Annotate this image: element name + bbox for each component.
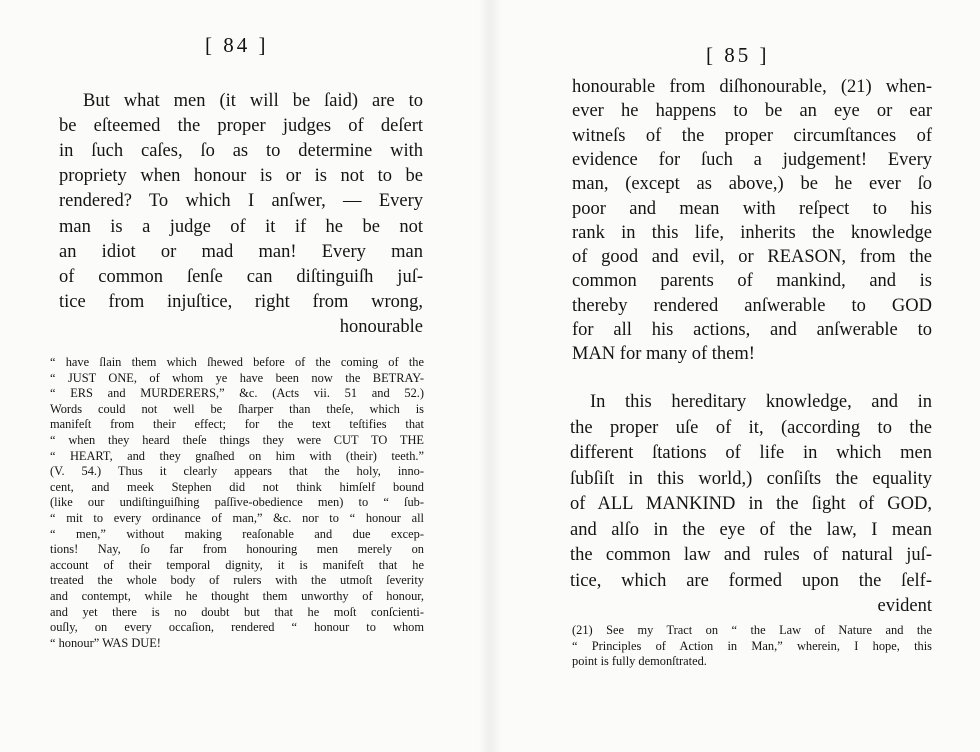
footnote-line: treated the whole body of rulers with the utmoſt ſeverity xyxy=(50,573,424,588)
body-text-line: of ALL MANKIND in the ſight of GOD, xyxy=(570,494,932,514)
body-text-line: thereby rendered anſwerable to GOD xyxy=(572,295,932,316)
footnote-line: account of their temporal dignity, it is manifeſt that he xyxy=(50,557,424,572)
footnote-line: “ ERS and MURDERERS,” &c. (Acts vii. 51 and 52.) xyxy=(50,386,424,401)
footnote-line: point is fully demonſtrated. xyxy=(572,654,707,668)
body-text-line: the common law and rules of natural juſ- xyxy=(570,545,932,565)
footnote-line: “ when they heard theſe things they were CUT TO THE xyxy=(50,433,424,447)
body-text-line: man is a judge of it if he be not xyxy=(59,216,423,237)
body-text-line: common parents of mankind, and is xyxy=(572,271,932,292)
footnote-line: “ HEART, and they gnaſhed on him with (their) teeth.” xyxy=(50,448,424,463)
footnote-line: (V. 54.) Thus it clearly appears that the holy, inno- xyxy=(50,464,424,479)
body-text-line: tice, which are formed upon the ſelf- xyxy=(570,570,932,591)
body-text-line: rendered? To which I anſwer, — Every xyxy=(59,191,423,212)
footnote-line: “ honour” WAS DUE! xyxy=(50,635,161,650)
body-text-line: be eſteemed the proper judges of deſert xyxy=(59,116,423,137)
body-text-line: in ſuch caſes, ſo as to determine with xyxy=(59,141,423,162)
page-number-left: [ 84 ] xyxy=(205,33,269,57)
footnote-line: (like our undiſtinguiſhing paſſive-obedience men) to “ ſub- xyxy=(50,495,424,510)
footnote-line: (21) See my Tract on “ the Law of Nature and the xyxy=(572,623,932,637)
right-page xyxy=(490,0,980,752)
body-text-line: man, (except as above,) be he ever ſo xyxy=(572,174,932,195)
body-text-line: ever he happens to be an eye or ear xyxy=(572,101,932,122)
footnote-line: “ have ſlain them which ſhewed before of the coming of the xyxy=(50,355,424,369)
body-text-line: poor and mean with reſpect to his xyxy=(572,198,932,219)
body-text-line: different ſtations of life in which men xyxy=(570,443,932,463)
body-text-line: an idiot or mad man! Every man xyxy=(59,241,423,262)
footnote-line: “ JUST ONE, of whom ye have been now the BETRAY- xyxy=(50,370,424,385)
body-text-line: But what men (it will be ſaid) are to xyxy=(83,91,423,111)
body-text-line: evidence for ſuch a judgement! Every xyxy=(572,149,932,170)
body-text-line: evident xyxy=(877,596,932,616)
footnote-line: tions! Nay, ſo far from honouring men merely on xyxy=(50,542,424,557)
body-text-line: and alſo in the eye of the law, I mean xyxy=(570,519,932,540)
footnote-line: Words could not well be ſharper than theſe, which is xyxy=(50,401,424,416)
body-text-line: ſubſiſt in this world,) conſiſts the equality xyxy=(570,468,932,489)
footnote-line: manifeſt from their effect; for the text teſtifies that xyxy=(50,417,424,432)
body-text-line: of common ſenſe can diſtinguiſh juſ- xyxy=(59,266,423,287)
body-text-line: tice from injuſtice, right from wrong, xyxy=(59,291,423,312)
body-text-line: witneſs of the proper circumſtances of xyxy=(572,125,932,146)
body-text-line: the proper uſe of it, (according to the xyxy=(570,417,932,438)
body-text-line: of good and evil, or REASON, from the xyxy=(572,247,932,268)
footnote-line: cent, and meek Stephen did not think himſelf bound xyxy=(50,479,424,494)
footnote-line: “ men,” without making reaſonable and due excep- xyxy=(50,526,424,541)
body-text-line: for all his actions, and anſwerable to xyxy=(572,320,932,340)
body-text-line: In this hereditary knowledge, and in xyxy=(590,392,932,412)
body-text-line: honourable from diſhonourable, (21) when- xyxy=(572,77,932,97)
body-text-line: rank in this life, inherits the knowledge xyxy=(572,222,932,243)
footnote-line: and contempt, while he thought them unworthy of honour, xyxy=(50,589,424,603)
footnote-line: ouſly, on every occaſion, rendered “ honour to whom xyxy=(50,620,424,635)
body-text-line: propriety when honour is or is not to be xyxy=(59,166,423,187)
footnote-line: “ mit to every ordinance of man,” &c. nor to “ honour all xyxy=(50,511,424,525)
footnote-line: “ Principles of Action in Man,” wherein, I hope, this xyxy=(572,638,932,653)
page-number-right: [ 85 ] xyxy=(706,43,770,67)
body-text-line: MAN for many of them! xyxy=(572,344,755,365)
footnote-line: and yet there is no doubt but that he moſt conſcienti- xyxy=(50,604,424,619)
body-text-line: honourable xyxy=(339,316,423,337)
